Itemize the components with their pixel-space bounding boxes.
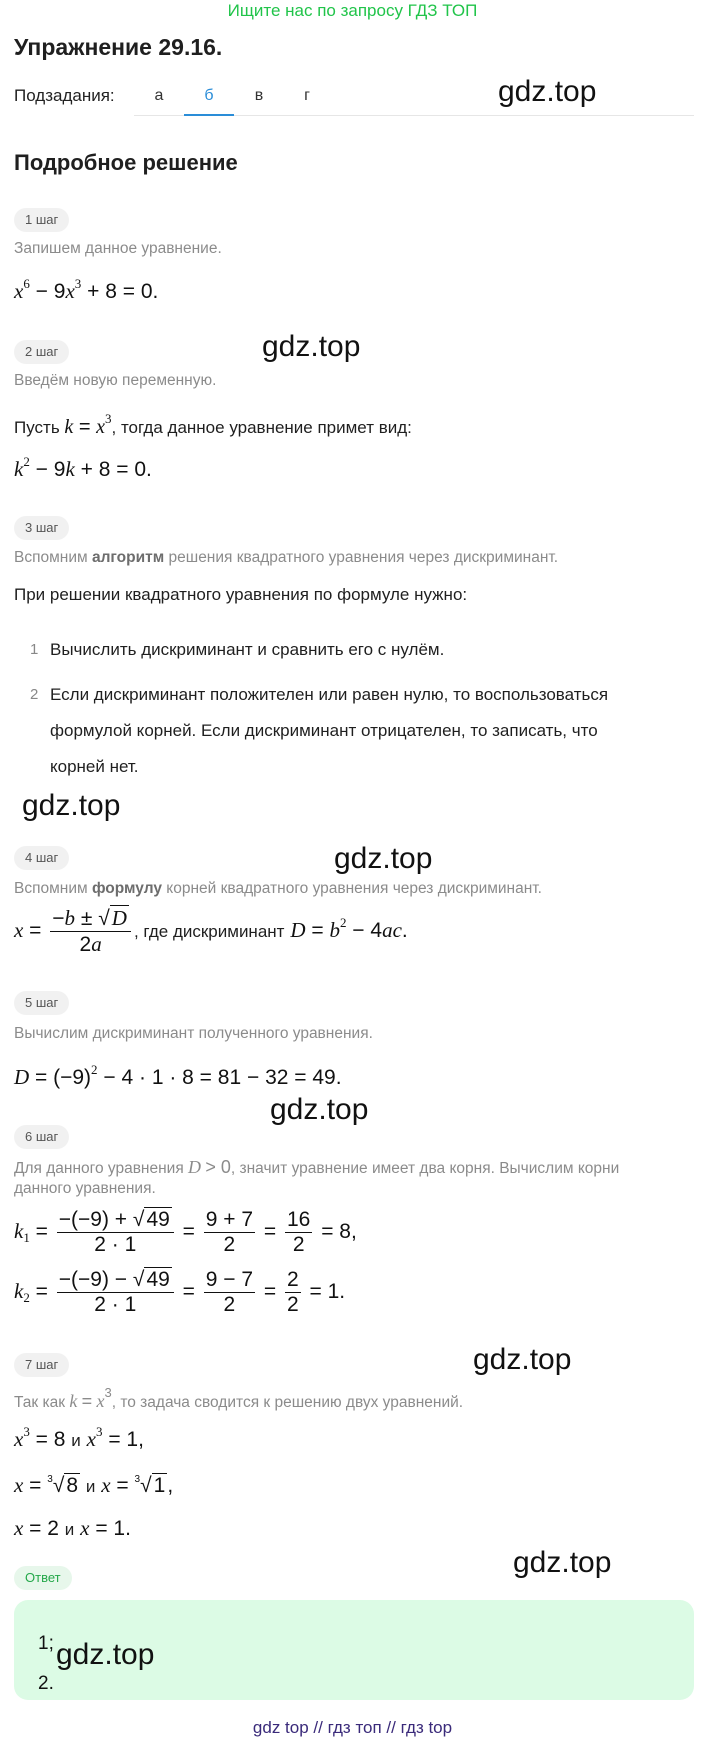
tab-a[interactable]: а — [154, 87, 164, 104]
step-hint: Так как $k = x^3$, то задача сводится к решению двух уравнений. — [14, 1385, 464, 1411]
equation: x = $\frac{-b \pm √D}{2a}$ , где дискриминант $D = b^2 - 4ac$. — [14, 906, 408, 956]
answer-item: 1; — [38, 1633, 54, 1654]
subtask-tabs — [134, 76, 694, 116]
step-hint-cont: данного уравнения. — [14, 1180, 156, 1197]
watermark: gdz.top — [334, 842, 433, 875]
watermark: gdz.top — [270, 1093, 369, 1126]
step-badge: 7 шаг — [14, 1353, 69, 1377]
footer-links[interactable]: gdz top // гдз топ // гдз top — [252, 1718, 453, 1737]
step-badge: 4 шаг — [14, 846, 69, 870]
step-badge: 1 шаг — [14, 208, 69, 232]
step-badge: 6 шаг — [14, 1125, 69, 1149]
list-number: 2 — [30, 686, 39, 703]
step-hint: Вычислим дискриминант полученного уравнения. — [14, 1025, 373, 1042]
text-then: , тогда данное уравнение примет вид: — [111, 418, 412, 437]
section-title: Подробное решение — [14, 150, 238, 175]
step-text: При решении квадратного уравнения по формуле нужно: — [14, 585, 468, 604]
step-text: Пусть $k = x^3$, тогда данное уравнение примет вид: — [14, 411, 412, 438]
equation: x = 2 и x = 1. — [14, 1516, 131, 1540]
list-item: Вычислить дискриминант и сравнить его с нулём. — [50, 640, 445, 659]
watermark: gdz.top — [473, 1343, 572, 1376]
step-hint: Введём новую переменную. — [14, 372, 217, 389]
equation: $D = (-9)^2 - 4 \cdot 1 \cdot 8 = 81 - 32 = 49$. — [14, 1062, 342, 1089]
search-banner: Ищите нас по запросу ГДЗ ТОП — [227, 1, 478, 20]
text-where: , где дискриминант — [133, 922, 285, 942]
equation: $k_2$ = $\frac{-(-9) - √49}{2 \cdot 1}$ = $\frac{9 - 7}{2}$ = $\frac{2}{2}$ = 1. — [14, 1268, 346, 1316]
subtasks-label: Подзадания: — [14, 86, 115, 105]
equation: $k_1$ = $\frac{-(-9) + √49}{2 \cdot 1}$ = $\frac{9 + 7}{2}$ = $\frac{16}{2}$ = 8, — [14, 1208, 357, 1256]
equation: x = $^3$√8 и x = $^3$√1, — [14, 1473, 174, 1497]
step-badge: 5 шаг — [14, 991, 69, 1015]
watermark: gdz.top — [262, 330, 361, 363]
text-let: Пусть — [14, 418, 60, 437]
equation: $x^6 - 9x^3 + 8 = 0$. — [14, 276, 159, 303]
watermark: gdz.top — [498, 75, 597, 108]
step-hint: Вспомним алгоритм решения квадратного уравнения через дискриминант. — [14, 549, 559, 566]
watermark: gdz.top — [22, 789, 121, 822]
step-hint: Запишем данное уравнение. — [14, 240, 222, 257]
tab-g[interactable]: г — [304, 87, 310, 104]
list-item-cont: формулой корней. Если дискриминант отрицателен, то записать, что — [50, 721, 598, 740]
exercise-title: Упражнение 29.16. — [14, 34, 223, 60]
watermark: gdz.top — [513, 1546, 612, 1579]
equation: $k^2 - 9k + 8 = 0$. — [14, 454, 152, 481]
watermark: gdz.top — [56, 1638, 155, 1671]
step-hint: Для данного уравнения D > 0, значит уравнение имеет два корня. Вычислим корни — [14, 1157, 620, 1177]
step-hint: Вспомним формулу корней квадратного уравнения через дискриминант. — [14, 880, 542, 897]
answer-item: 2. — [38, 1673, 54, 1694]
tab-b[interactable]: б — [184, 76, 234, 116]
list-item-cont: корней нет. — [50, 757, 139, 776]
equation: $x^3 = 8$ и $x^3 = 1$, — [14, 1424, 144, 1451]
list-number: 1 — [30, 641, 39, 658]
answer-badge: Ответ — [14, 1566, 72, 1590]
list-item: Если дискриминант положителен или равен нулю, то воспользоваться — [50, 685, 609, 704]
tab-v[interactable]: в — [254, 87, 264, 104]
step-badge: 2 шаг — [14, 340, 69, 364]
step-badge: 3 шаг — [14, 516, 69, 540]
